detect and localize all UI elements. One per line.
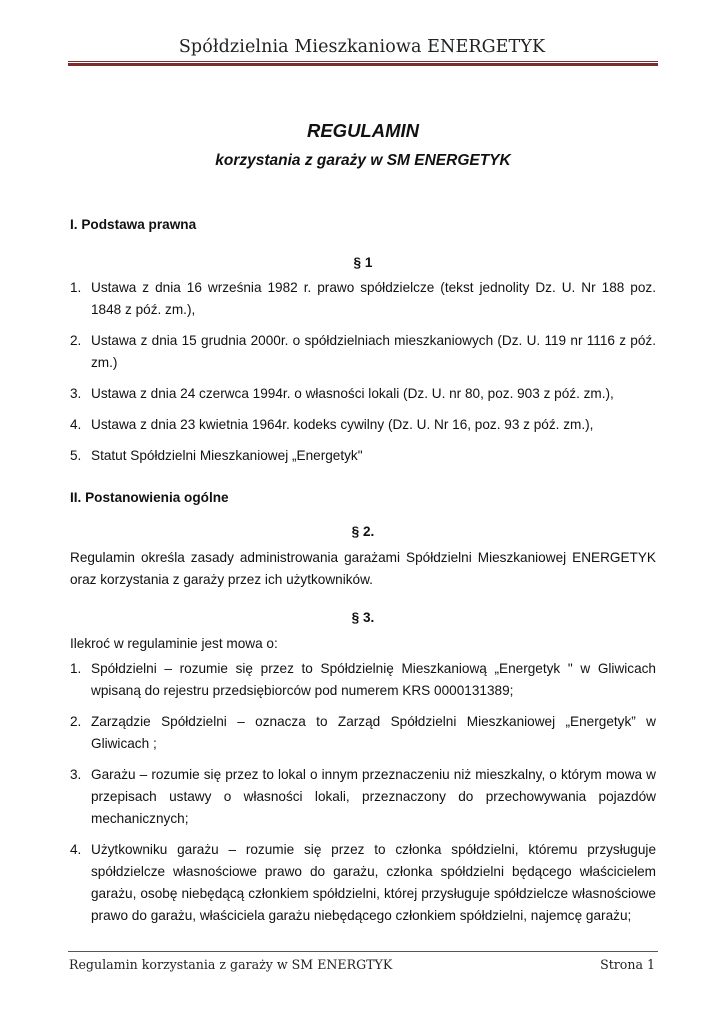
- list-item: [70, 445, 656, 467]
- list-item-number: 3.: [70, 386, 82, 401]
- list-item: [70, 658, 656, 702]
- list-item: [70, 414, 656, 436]
- document-body: [70, 118, 656, 936]
- list-item-text: Użytkowniku garażu – rozumie się przez to członka spółdzielni, któremu przysługuje spółdzielcze własnościowe prawo do garażu, członka spółdzielni będącego właścicielem garażu, osobę niebędącą członkiem spółdzielni, której przysługuje spółdzielcze własnościowe prawo do garażu, właściciela garażu niebędącego członkiem spółdzielni, najemcę garażu;: [91, 842, 656, 923]
- list-item: [70, 764, 656, 830]
- list-item-text: Ustawa z dnia 23 kwietnia 1964r. kodeks cywilny (Dz. U. Nr 16, poz. 93 z póź. zm.),: [91, 417, 594, 432]
- document-subtitle: korzystania z garaży w SM ENERGETYK: [215, 152, 511, 169]
- list-item-text: Ustawa z dnia 24 czerwca 1994r. o własności lokali (Dz. U. nr 80, poz. 903 z póź. zm.),: [91, 386, 614, 401]
- list-item: [70, 711, 656, 755]
- footer-document-name: Regulamin korzystania z garaży w SM ENERGTYK: [69, 957, 393, 972]
- definitions-list: [70, 658, 656, 927]
- list-item-number: 3.: [70, 767, 82, 782]
- section-heading-general-provisions: II. Postanowienia ogólne: [70, 490, 229, 505]
- header-rule-thin: [68, 61, 658, 62]
- paragraph-sign-2: § 2.: [351, 524, 375, 539]
- paragraph-2-text: Regulamin określa zasady administrowania garażami Spółdzielni Mieszkaniowej ENERGETYK oraz korzystania z garaży przez ich użytkowników.: [70, 550, 656, 587]
- list-item-text: Zarządzie Spółdzielni – oznacza to Zarząd Spółdzielni Mieszkaniowej „Energetyk” w Gliwicach ;: [91, 714, 656, 751]
- document-title: REGULAMIN: [306, 120, 420, 141]
- list-item: [70, 330, 656, 374]
- list-item-text: Ustawa z dnia 15 grudnia 2000r. o spółdzielniach mieszkaniowych (Dz. U. 119 nr 1116 z póź. zm.): [91, 333, 656, 370]
- list-item: [70, 277, 656, 321]
- list-item-text: Ustawa z dnia 16 września 1982 r. prawo spółdzielcze (tekst jednolity Dz. U. Nr 188 poz. 1848 z póź. zm.),: [91, 280, 656, 317]
- list-item-text: Statut Spółdzielni Mieszkaniowej „Energetyk": [91, 448, 363, 463]
- list-item-number: 5.: [70, 448, 82, 463]
- list-item-text: Spółdzielni – rozumie się przez to Spółdzielnię Mieszkaniową „Energetyk " w Gliwicach wpisaną do rejestru przedsiębiorców pod numerem KRS 0000131389;: [91, 661, 656, 698]
- list-item-number: 1.: [70, 661, 82, 676]
- paragraph-3-intro: Ilekroć w regulaminie jest mowa o:: [70, 636, 278, 651]
- page-header: Spółdzielnia Mieszkaniowa ENERGETYK: [178, 37, 546, 57]
- list-item-text: Garażu – rozumie się przez to lokal o innym przeznaczeniu niż mieszkalny, o którym mowa w przepisach ustawy o własności lokali, przeznaczony do przechowywania pojazdów mechanicznych;: [91, 767, 656, 826]
- list-item: [70, 383, 656, 405]
- paragraph-sign-3: § 3.: [351, 610, 375, 625]
- list-item-number: 2.: [70, 333, 82, 348]
- section-heading-legal-basis: I. Podstawa prawna: [70, 217, 197, 232]
- legal-basis-list: [70, 277, 656, 467]
- list-item-number: 4.: [70, 842, 82, 857]
- list-item-number: 4.: [70, 417, 82, 432]
- header-rule-thick: [68, 63, 658, 66]
- list-item-number: 1.: [70, 280, 82, 295]
- list-item: [70, 839, 656, 927]
- footer-rule: [68, 951, 658, 952]
- paragraph-sign-1: § 1: [353, 255, 373, 270]
- list-item-number: 2.: [70, 714, 82, 729]
- footer-page-number: Strona 1: [600, 957, 655, 972]
